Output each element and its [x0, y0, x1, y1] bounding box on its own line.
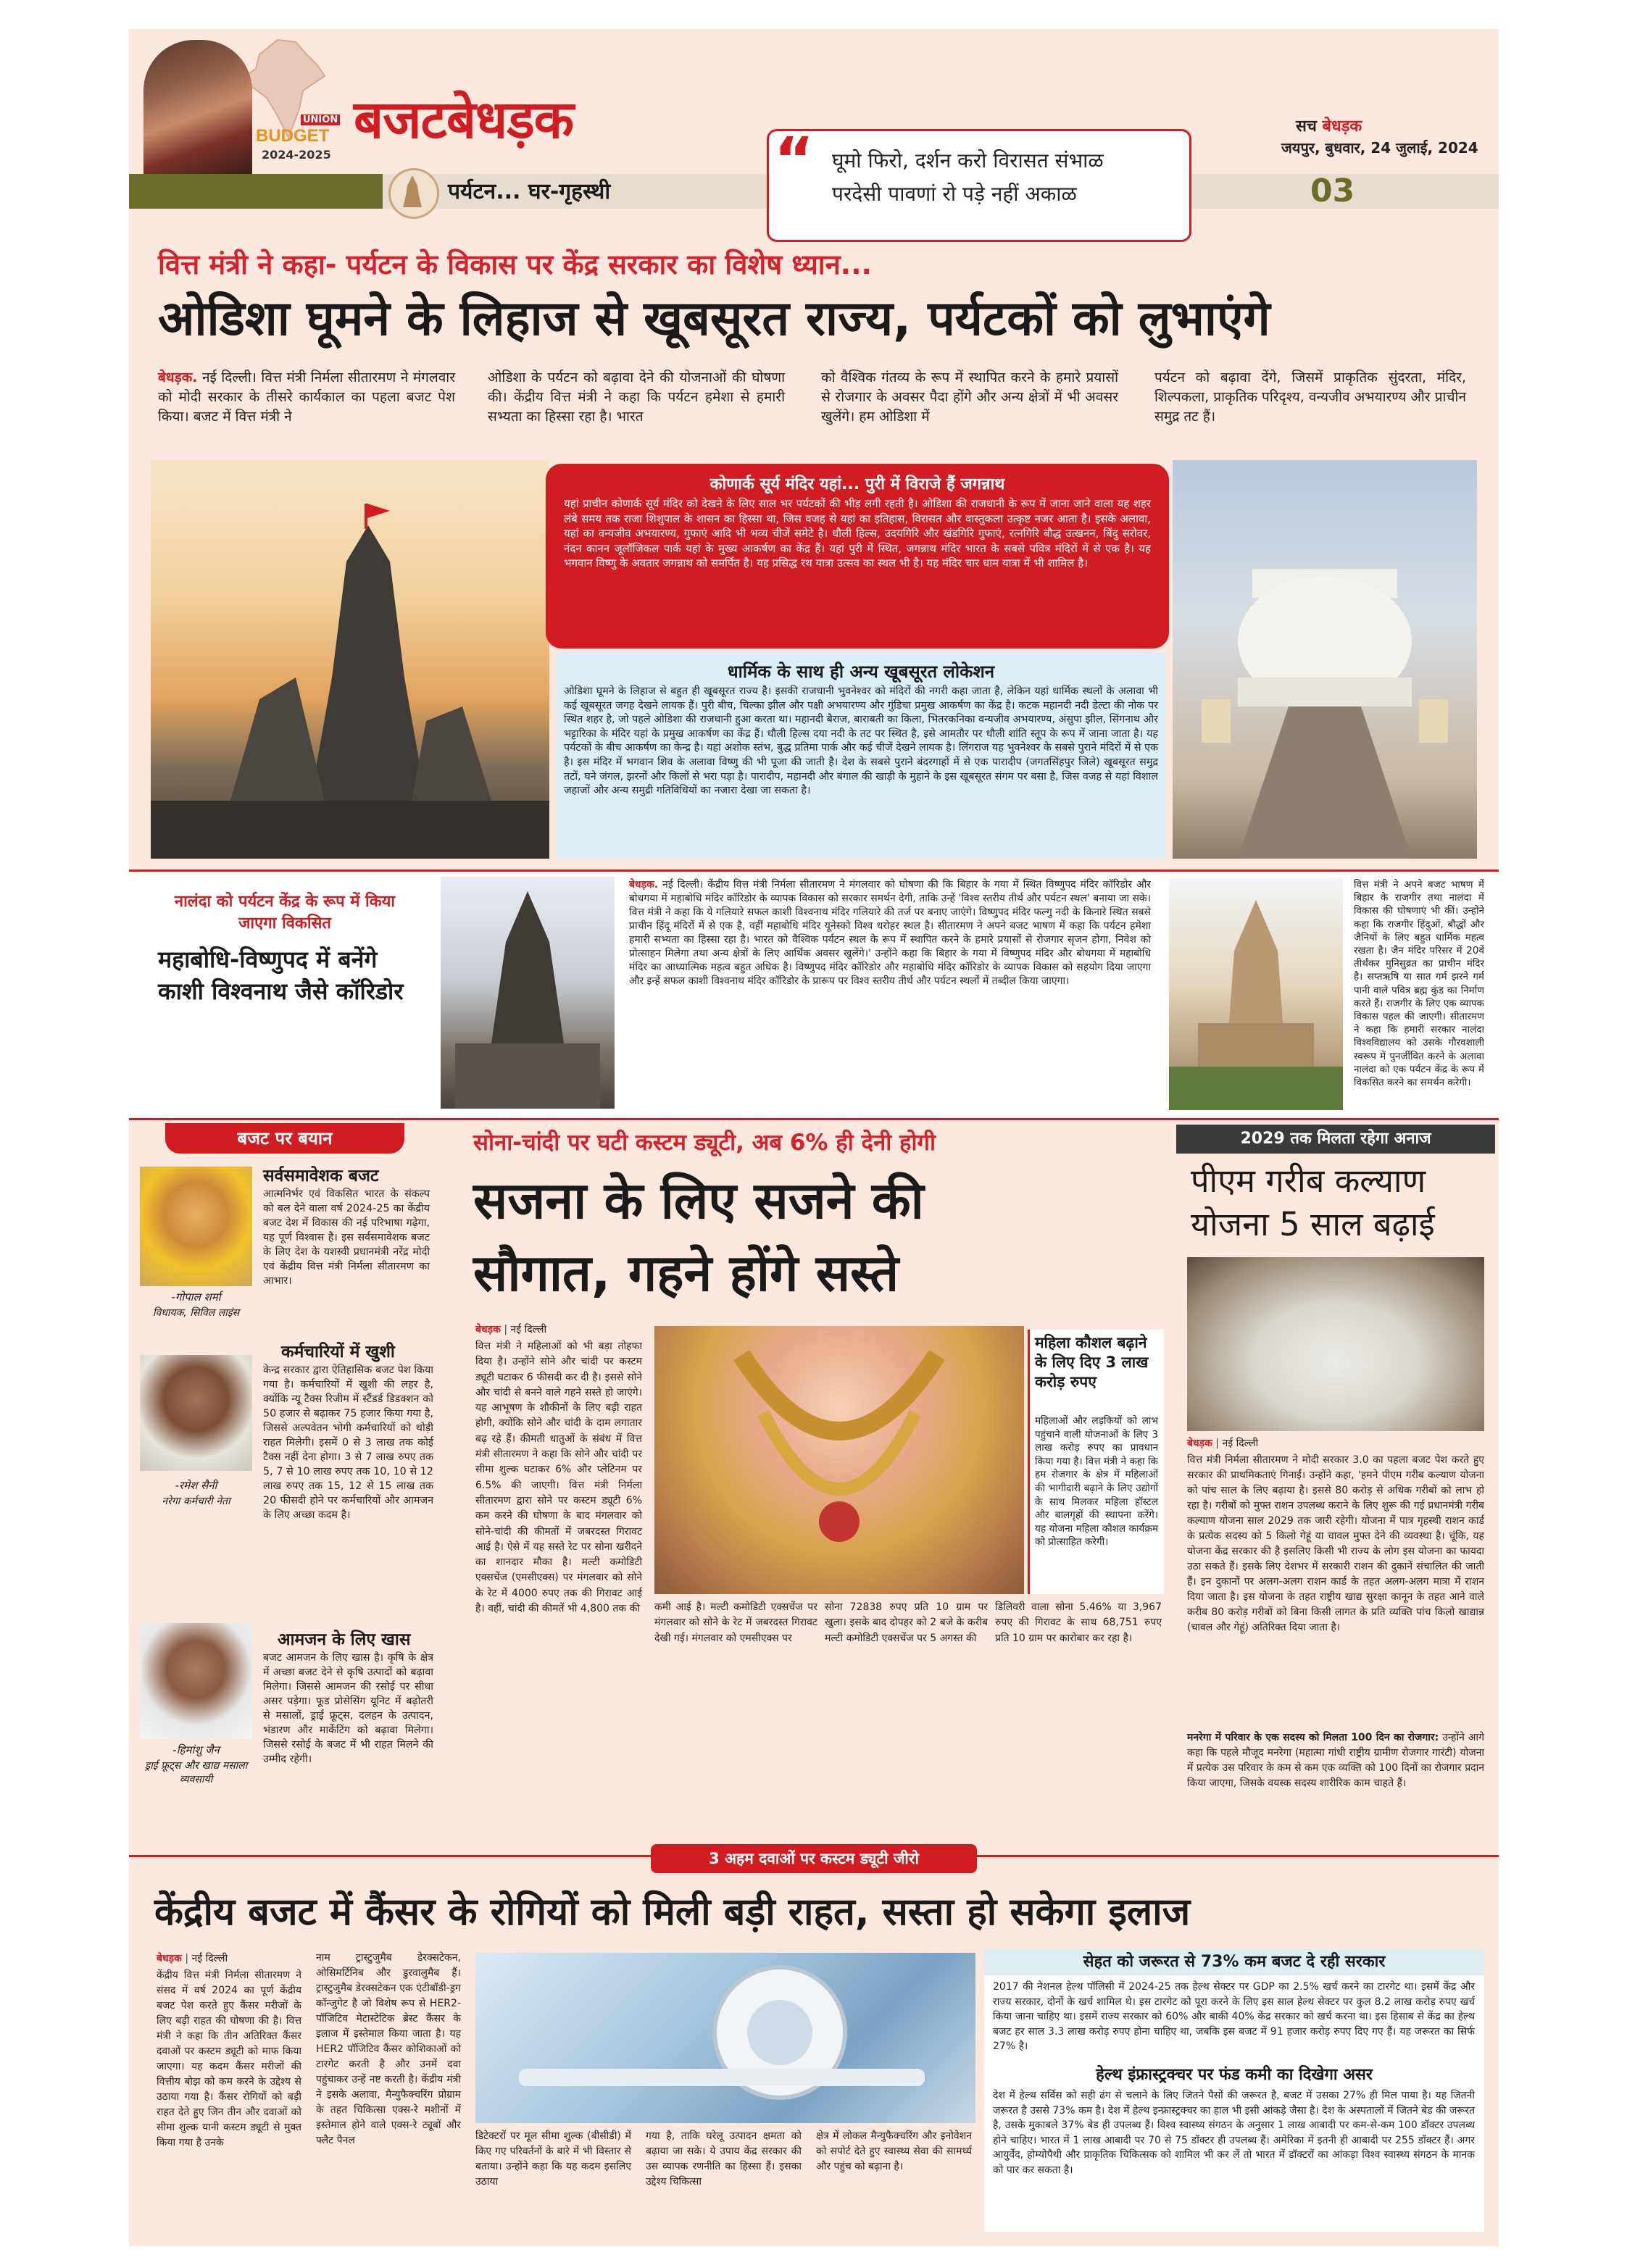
gold-col-3: सोना 72838 रुपए प्रति 10 ग्राम पर खुला। इसके बाद दोपहर को 2 बजे के करीब मल्टी कमोडिटी एक्सचेंज पर 5 अगस्त की: [825, 1601, 988, 1644]
cancer-col-3: डिटेक्टरों पर मूल सीमा शुल्क (बीसीडी) में किए गए परिवर्तनों के बारे में भी विस्तार से बताया। उन्होंने कहा कि यह कदम इसलिए उठाया: [475, 2130, 631, 2188]
nalanda-byline: बेधड़क.: [629, 879, 659, 891]
cancer-byline: बेधड़क | नई दिल्ली: [157, 1953, 228, 1964]
quote-mark-icon: “: [774, 124, 815, 195]
ration-kicker: 2029 तक मिलता रहेगा अनाज: [1240, 1130, 1431, 1148]
gold-side-text: महिलाओं और लड़कियों को लाभ पहुंचाने वाली योजनाओं के लिए 3 लाख करोड़ रुपए का प्रावधान किया गया है। वित्त मंत्री ने कहा कि हम रोजगार के क्षेत्र में महिलाओं की भागीदारी बढ़ाने के लिए उद्योगों के साथ मिलकर महिला हॉस्टल और बालगृहों की स्थापना करेंगे। यह योजना महिला कौशल कार्यक्रम को प्रोत्साहित करेगी।: [1035, 1415, 1158, 1548]
infra-text: देश में हेल्थ सर्विस को सही ढंग से चलाने के लिए जितने पैसों की जरूरत है, बजट में उसका 27% ही मिल पाया है। यह जितनी जरूरत है उससे 73% कम है। देश में हेल्थ इन्फ्रास्ट्रक्चर का हाल भी इसी आंकड़े जैसा है। देश के अस्पतालों में जितने बेड की जरूरत है, उसके मुकाबले 37% बेड ही उपलब्ध हैं। विश्व स्वास्थ्य संगठन के अनुसार 1 लाख आबादी पर कम-से-कम 100 डॉक्टर उपलब्ध होने चाहिए। भारत में 1 लाख आबादी पर 70 से 75 डॉक्टर ही उपलब्ध हैं। अमेरिका में इतनी ही आबादी पर 255 डॉक्टर हैं। अगर आयुर्वेद, होम्योपैथी और प्राकृतिक चिकित्सक को शामिल भी कर लें तो भारत में डॉक्टरों का आंकड़ा विश्व स्वास्थ्य संगठन के मानक को पार कर सकता है।: [993, 2090, 1475, 2176]
cancer-col-5: क्षेत्र में लोकल मैन्युफैक्चरिंग और इनोवेशन को सपोर्ट देते हुए स्वास्थ्य सेवा की सामर्थ्य और पहुंच को बढ़ाना है।: [816, 2130, 972, 2172]
page-number: 03: [1310, 172, 1355, 209]
nalanda-text-2: वित्त मंत्री ने अपने बजट भाषण में बिहार के राजगीर तथा नालंदा में विकास की घोषणाएं भी कीं। उन्होंने कहा कि राजगीर हिंदुओं, बौद्धों और जैनियों के लिए बहुत धार्मिक महत्व रखता है। जैन मंदिर परिसर में 20वें तीर्थंकर मुनिसुव्रत का प्राचीन मंदिर है। सप्तऋषि या सात गर्म झरने गर्म पानी वाले पवित्र ब्रह्म कुंड का निर्माण करते हैं। राजगीर के लिए एक व्यापक विकास पहल की जाएगी। सीतारमण ने कहा कि हमारी सरकार नालंदा विश्वविद्यालय को उसके गौरवशाली स्वरूप में पुनर्जीवित करने के अलावा नालंदा को एक पर्यटन केंद्र के रूप में विकसित करने का समर्थन करेगी।: [1354, 879, 1484, 1089]
quote-line-2: परदेसी पावणां रो पड़े नहीं अकाळ: [832, 182, 1077, 206]
health-text: 2017 की नेशनल हेल्थ पॉलिसी में 2024-25 तक हेल्थ सेक्टर पर GDP का 2.5% खर्च करने का टारगेट था। इसमें केंद्र और राज्य सरकार, दोनों के खर्च शामिल थे। इस टारगेट को पूरा करने के लिए इस साल हेल्थ सेक्टर पर कुल 8.2 लाख करोड़ रुपए खर्च किया जाना चाहिए था। इसमें राज्य सरकार को 60% और बाकी 40% केंद्र सरकार को खर्च करना था। इस हिसाब से केंद्र का हेल्थ बजट हर साल 3.3 लाख करोड़ रुपए होना चाहिए था, जबकि इस बजट में 91 हजार करोड़ रुपए दिए गए हैं। यह जरूरत का सिर्फ 27% है।: [993, 1981, 1475, 2052]
brand-prefix: सच: [1296, 117, 1317, 136]
ration-text: वित्त मंत्री निर्मला सीतारमण ने मोदी सरकार 3.0 का पहला बजट पेश करते हुए सरकार की प्राथमिकताएं गिनाईं। उन्होंने कहा, 'हमने पीएम गरीब कल्याण योजना को पांच साल के लिए बढ़ाया है। इससे 80 करोड़ से अधिक गरीबों को लाभ हो रहा है। गरीबों को मुफ्त राशन उपलब्ध कराने के लिए शुरू की गई प्रधानमंत्री गरीब कल्याण योजना साल 2029 तक जारी रहेगी। योजना में पात्र गृहस्थी राशन कार्ड के प्रत्येक सदस्य को 5 किलो गेहूं या चावल मुफ्त देने की व्यवस्था है। चूंकि, यह योजना केंद्र सरकार की है इसलिए किसी भी राज्य के लोग इस योजना का फायदा उठा सकते हैं। इसके लिए देशभर में सरकारी राशन की दुकानें संचालित की जाती हैं। इन दुकानों पर अलग-अलग राशन कार्ड के तहत अलग-अलग मात्रा में राशन दिया जाता है। इस योजना के तहत राष्ट्रीय खाद्य सुरक्षा कानून के तहत आने वाले करीब 80 करोड़ गरीबों को बिना किसी लागत के प्रति व्यक्ति पांच किलो खाद्यान्न (चावल और गेहूं) अतिरिक्त दिया जाता है।: [1187, 1454, 1484, 1633]
cancer-col-2: नाम ट्रास्टुजुमैब डेरक्सटेकन, ओसिमर्टिनिब और डुरवालुमैब हैं। ट्रास्टुजुमैब डेरक्सटेकन एक एंटीबॉडी-ड्रग कॉन्जुगेट है जो विशेष रूप से HER2-पॉजिटिव मेटास्टेटिक ब्रेस्ट कैंसर के इलाज में इस्तेमाल किया जाता है। यह HER2 पॉजिटिव कैंसर कोशिकाओं को टारगेट करती है और उनमें दवा पहुंचाकर उन्हें नष्ट करती है। केंद्रीय मंत्री ने इसके अलावा, मैन्युफैक्चरिंग प्रोग्राम के तहत चिकित्सा एक्स-रे मशीनों में इस्तेमाल होने वाले एक्स-रे ट्यूबों और फ्लैट पैनल: [316, 1952, 461, 2146]
religious-text: ओडिशा घूमने के लिहाज से बहुत ही खूबसूरत राज्य है। इसकी राजधानी भुवनेश्वर को मंदिरों की नगरी कहा जाता है, लेकिन यहां धार्मिक स्थलों के अलावा भी कई खूबसूरत जगह देखने लायक हैं। पुरी बीच, चिल्का झील और पक्षी अभयारण्य और गुंडिचा प्रमुख आकर्षण का केंद्र है। कटक महानदी नदी डेल्टा की नोक पर स्थित शहर है, जो पहले ओडिशा की राजधानी हुआ करता था। महानदी बैराज, बाराबती का किला, भितरकनिका वन्यजीव अभयारण्य, अंसुपा झील, सिंगनाथ और भट्टारिका के मंदिर यहां के प्रमुख आकर्षण का केंद्र हैं। धौली हिल्स दया नदी के तट पर स्थित है, इसे आमतौर पर धौली शांति स्तूप के रूप में जाना जाता है। यह पर्यटकों के बीच आकर्षण का केन्द्र है। यहां अशोक स्तंभ, बुद्ध प्रतिमा पार्क और कई चीजें देखने लायक है। लिंगराज यह भुवनेश्वर के सबसे पुराने मंदिरों में से एक है। इस मंदिर में भगवान शिव के अलावा विष्णु की भी पूजा की जाती है। देश के सबसे पुराने बंदरगाहों में से एक पारादीप (जगतसिंहपुर जिले) खूबसूरत समुद्र तटों, घने जंगल, झरनों और किलों से भरा पड़ा है। पारादीप, महानदी और बंगाल की खाड़ी के मुहाने के इस खूबसूरत संगम पर बसा है, जिस वजह से यहां विशाल जहाजों और अन्य समुद्री गतिविधियों का नजारा देखा जा सकता है।: [564, 685, 1158, 797]
brand-name: बेधड़क: [1322, 117, 1362, 136]
lead-col-1: बेधड़क. नई दिल्ली। वित्त मंत्री निर्मला सीतारमण ने मंगलवार को मोदी सरकार के तीसरे कार्यकाल का पहला बजट पेश किया। बजट में वित्त मंत्री ने: [158, 370, 455, 425]
sidebar-text-1: आत्मनिर्भर एवं विकसित भारत के संकल्प को बल देने वाला वर्ष 2024-25 का केंद्रीय बजट देश में विकास की नई परिभाषा गढ़ेगा, यह पूर्ण विश्वास है। इस सर्वसमावेशक बजट के लिए देश के यशस्वी प्रधानमंत्री नरेंद्र मोदी एवं केंद्रीय वित्त मंत्री निर्मला सीतारमण का आभार।: [263, 1188, 430, 1287]
mahabodhi-temple-photo: [1169, 878, 1343, 1110]
gold-jewellery-photo: [654, 1326, 1024, 1594]
lead-byline: बेधड़क.: [158, 370, 198, 385]
temple-icon: [400, 174, 425, 209]
masthead: UNION BUDGET 2024-2025 बजटबेधड़क पर्यटन... घर-गृहस्थी “ घूमो फिरो, दर्शन करो विरासत संभाळ परदेसी पावणां रो पड़े नहीं अकाळ सच बेधड़क जयपुर, बुधवार, 24 जुलाई, 2024 03: [129, 29, 1499, 232]
sidebar-role-3: ड्राई फ्रूट्स और खाद्य मसाला व्यवसायी: [144, 1760, 248, 1785]
gold-side-title: महिला कौशल बढ़ाने के लिए दिए 3 लाख करोड़ रुपए: [1035, 1334, 1149, 1391]
newspaper-page: [129, 29, 1499, 2246]
gold-headline-2: सौगात, गहने होंगे सस्ते: [473, 1243, 899, 1303]
sidebar-heading-1: सर्वसमावेशक बजट: [263, 1167, 379, 1185]
gold-byline: बेधड़क | नई दिल्ली: [475, 1324, 547, 1335]
nalanda-headline: महाबोधि-विष्णुपद में बनेंगे काशी विश्वनाथ जैसे कॉरिडोर: [158, 946, 404, 1005]
health-title: सेहत को जरूरत से 73% कम बजट दे रही सरकार: [1083, 1953, 1386, 1971]
cancer-col-4: गया है, ताकि घरेलू उत्पादन क्षमता को बढ़ाया जा सके। ये उपाय केंद्र सरकार की उस व्यापक रणनीति का हिस्सा हैं। इसका उद्देश्य चिकित्सा: [646, 2130, 802, 2188]
sidebar-photo-3: [140, 1623, 252, 1739]
ration-headline: पीएम गरीब कल्याण योजना 5 साल बढ़ाई: [1191, 1162, 1435, 1243]
lead-col-4: पर्यटन को बढ़ावा देंगे, जिसमें प्राकृतिक सुंदरता, मंदिर, शिल्पकला, प्राकृतिक परिदृश्य, वन्यजीव अभयारण्य और प्राचीन समुद्र तट हैं।: [1154, 370, 1466, 425]
ration-sub-heading: मनरेगा में परिवार के एक सदस्य को मिलता 100 दिन का रोजगार:: [1187, 1732, 1439, 1743]
cancer-col-1: केंद्रीय वित्त मंत्री निर्मला सीतारमण ने संसद में वर्ष 2024 का पूर्ण केंद्रीय बजट पेश करते हुए कैंसर मरीजों के लिए बड़ी राहत की घोषणा की है। वित्त मंत्री ने कहा कि तीन अतिरिक्त कैंसर दवाओं पर कस्टम ड्यूटी को माफ किया जाएगा। यह कदम कैंसर मरीजों की वित्तीय बोझ को कम करने के उद्देश्य से उठाया गया है। कैंसर रोगियों को बड़ी राहत देते हुए जिन तीन और दवाओं को सीमा शुल्क यानी कस्टम ड्यूटी से मुक्त किया गया है उनके: [157, 1969, 301, 2148]
masthead-logo: बजटबेधड़क: [354, 89, 574, 150]
sidebar-text-2: केन्द्र सरकार द्वारा ऐतिहासिक बजट पेश किया गया है। कर्मचारियों में खुशी की लहर है, क्योंकि न्यू टैक्स रिजीम में स्टैंडर्ड डिडक्शन को 50 हजार से बढ़ाकर 75 हजार किया गया है, जिससे अल्पवेतन भोगी कर्मचारियों को थोड़ी राहत मिलेगी। इसमें 0 से 3 लाख तक कोई टैक्स नहीं देना होगा। 3 से 7 लाख रुपए तक 5, 7 से 10 लाख रुपए तक 10, 10 से 12 लाख रुपए तक 15, 12 से 15 लाख तक 20 फीसदी होने पर कर्मचारियों और आमजन के लिए अच्छा कदम है।: [263, 1364, 433, 1521]
cancer-kicker: 3 अहम दवाओं पर कस्टम ड्यूटी जीरो: [651, 1844, 977, 1873]
sidebar-photo-2: [140, 1355, 252, 1471]
quote-line-1: घूमो फिरो, दर्शन करो विरासत संभाळ: [832, 149, 1104, 172]
sidebar-name-3: -हिमांशु जैन: [172, 1743, 220, 1756]
sidebar-heading-2: कर्मचारियों में खुशी: [281, 1343, 395, 1362]
cancer-headline: केंद्रीय बजट में कैंसर के रोगियों को मिली बड़ी राहत, सस्ता हो सकेगा इलाज: [154, 1890, 1191, 1934]
gold-headline-1: सजना के लिए सजने की: [473, 1171, 924, 1230]
ration-byline: बेधड़क | नई दिल्ली: [1187, 1438, 1259, 1449]
vishnupad-temple-photo: [441, 877, 615, 1109]
sidebar-text-3: बजट आमजन के लिए खास है। कृषि के क्षेत्र में अच्छा बजट देने से कृषि उत्पादों को बढ़ावा मिलेगा। जिससे आमजन की रसोई पर सीधा असर पड़ेगा। फूड प्रोसेसिंग यूनिट में बढ़ोतरी से मसालों, ड्राई फ्रूट्स, दलहन के उत्पादन, भंडारण और मार्केटिंग को बढ़ावा मिलेगा। जिससे रसोई के बजट में भी राहत मिलने की उम्मीद रहेगी।: [263, 1652, 433, 1765]
konark-title: कोणार्क सूर्य मंदिर यहां... पुरी में विराजे हैं जगन्नाथ: [710, 475, 1005, 493]
sidebar-name-1: -गोपाल शर्मा: [171, 1291, 221, 1304]
ration-sub: मनरेगा में परिवार के एक सदस्य को मिलता 100 दिन का रोजगार: उन्होंने आगे कहा कि पहले मौजूद मनरेगा (महात्मा गांधी राष्ट्रीय ग्रामीण रोजगार गारंटी) योजना में प्रत्येक उस परिवार के कम से कम एक व्यक्ति को 100 दिनों का रोजगार प्रदान किया जाएगा, जिसके वयस्क सदस्य शारीरिक काम चाहते हैं।: [1187, 1732, 1485, 1789]
sidebar-role-2: नरेगा कर्मचारी नेता: [162, 1496, 230, 1507]
lead-headline: ओडिशा घूमने के लिहाज से खूबसूरत राज्य, पर्यटकों को लुभाएंगे: [158, 291, 1270, 346]
nalanda-text-1: बेधड़क. नई दिल्ली। केंद्रीय वित्त मंत्री निर्मला सीतारमण ने मंगलवार को घोषणा की कि बिहार के गया में स्थित विष्णुपद मंदिर कॉरिडोर और बोधगया में महाबोधि मंदिर कॉरिडोर के व्यापक विकास को सरकार समर्थन देगी, ताकि उन्हें 'विश्व स्तरीय तीर्थ और पर्यटन स्थल' बनाया जा सके। वित्त मंत्री ने कहा कि ये गलियारे सफल काशी विश्वनाथ मंदिर गलियारे की तर्ज पर बनाए जाएंगे। विष्णुपद मंदिर फल्गु नदी के किनारे स्थित सबसे प्राचीन हिंदू मंदिरों में से एक है, वहीं महाबोधि मंदिर यूनेस्को विश्व धरोहर स्थल है। सीतारमण ने अपने बजट भाषण में कहा कि पर्यटन हमेशा हमारी सभ्यता का हिस्सा रहा है। भारत को वैश्विक पर्यटन स्थल के रूप में स्थापित करने के हमारे प्रयासों से रोजगार सृजन होगा, निवेश को प्रोत्साहन मिलेगा तथा अन्य क्षेत्रों के लिए आर्थिक अवसर खुलेंगे।' उन्होंने कहा कि बिहार के गया में विष्णुपद मंदिर और बोधगया में महाबोधि मंदिर का आध्यात्मिक महत्व बहुत अधिक है। विष्णुपद मंदिर कॉरिडोर और महाबोधि मंदिर कॉरिडोर के व्यापक विकास को सहयोग दिया जाएगा और इन्हें सफल काशी विश्वनाथ मंदिर कॉरिडोर के प्रारूप पर विश्व स्तरीय तीर्थ और पर्यटन स्थलों में तब्दील किया जाएगा।: [629, 879, 1151, 987]
gold-col-4: डिलिवरी वाला सोना 5.46% या 3,967 रुपए की गिरावट के साथ 68,751 रुपए प्रति 10 ग्राम पर कारोबार कर रहा है।: [995, 1601, 1162, 1644]
infra-title: हेल्थ इंफ्रास्ट्रक्चर पर फंड कमी का दिखेगा असर: [1096, 2066, 1373, 2084]
jagannath-temple-photo: [151, 460, 549, 859]
konark-text: यहां प्राचीन कोणार्क सूर्य मंदिर को देखने के लिए साल भर पर्यटकों की भीड़ लगी रहती है। ओडिशा की राजधानी के रूप में जाना जाने वाला यह शहर लंबे समय तक राजा शिशुपाल के शासन का हिस्सा था, जिस वजह से यहां का इतिहास, विरासत और वास्तुकला उत्कृष्ट नजर आता है। इसके अलावा, यहां का वन्यजीव अभयारण्य, गुफाएं आदि भी भव्य चीजें समेटे है। धौली हिल्स, उदयगिरि और खंडगिरि गुफाएं, रत्नगिरि बौद्ध उत्खनन, बिंदु सरोवर, नंदन कानन जूलॉजिकल पार्क यहां के मुख्य आकर्षण का केंद्र हैं। यहां पुरी में स्थित, जगन्नाथ मंदिर भारत के सबसे पवित्र मंदिरों में से एक है। यह भगवान विष्णु के अवतार जगन्नाथ को समर्पित है। यह प्रसिद्ध रथ यात्रा उत्सव का स्थल भी है। यह मंदिर चार धाम यात्रा में भी शामिल है।: [564, 497, 1151, 570]
lead-kicker: वित्त मंत्री ने कहा- पर्यटन के विकास पर केंद्र सरकार का विशेष ध्यान...: [158, 249, 872, 280]
sidebar-title: बजट पर बयान: [165, 1123, 404, 1154]
cancer-radiotherapy-photo: [475, 1953, 975, 2123]
nalanda-kicker: नालंदा को पर्यटन केंद्र के रूप में किया जाएगा विकसित: [174, 893, 396, 933]
sidebar-role-1: विधायक, सिविल लाइंस: [152, 1307, 240, 1319]
dateline: जयपुर, बुधवार, 24 जुलाई, 2024: [1281, 139, 1478, 157]
gold-col-2: कमी आई है। मल्टी कमोडिटी एक्सचेंज पर मंगलवार को सोने के रेट में जबरदस्त गिरावट देखी गई। मंगलवार को एमसीएक्स पर: [654, 1601, 817, 1644]
gold-col-1: वित्त मंत्री ने महिलाओं को भी बड़ा तोहफा दिया है। उन्होंने सोने और चांदी पर कस्टम ड्यूटी घटाकर 6 फीसदी कर दी है। इससे सोने और चांदी से बनने वाले गहने सस्ते हो जाएंगे। यह आभूषण के शौकीनों के लिए बड़ी राहत होगी, क्योंकि सोने और चांदी के दाम लगातार बढ़ रहे हैं। कीमती धातुओं के संबंध में वित्त मंत्री सीतारमण ने कहा कि सोने और चांदी पर सीमा शुल्क घटाकर 6% और प्लेटिनम पर 6.5% की जाएगी। वित्त मंत्री निर्मला सीतारमण द्वारा सोने पर कस्टम ड्यूटी 6% कम करने की घोषणा के बाद मंगलवार को सोने-चांदी की कीमतों में जबरदस्त गिरावट आई है। ऐसे में यह सस्ते रेट पर सोना खरीदने का शानदार मौका है। मल्टी कमोडिटी एक्सचेंज (एमसीएक्स) पर मंगलवार को सोने के रेट में 4000 रुपए तक की गिरावट आई है। वहीं, चांदी की कीमतें भी 4,800 तक की: [475, 1341, 642, 1615]
dhauli-shanti-stupa-photo: [1173, 460, 1477, 859]
lead-col-3: को वैश्विक गंतव्य के रूप में स्थापित करने के हमारे प्रयासों से रोजगार के अवसर पैदा होंगे और अन्य क्षेत्रों में भी अवसर खुलेंगे। हम ओडिशा में: [821, 370, 1118, 425]
section-strip-left: [129, 174, 383, 209]
sidebar-photo-1: [140, 1167, 252, 1286]
gold-kicker: सोना-चांदी पर घटी कस्टम ड्यूटी, अब 6% ही देनी होगी: [473, 1130, 936, 1156]
religious-title: धार्मिक के साथ ही अन्य खूबसूरत लोकेशन: [727, 662, 995, 682]
section-label: पर्यटन... घर-गृहस्थी: [448, 179, 611, 204]
ration-grain-photo: [1187, 1257, 1484, 1431]
finance-minister-portrait: [143, 40, 252, 174]
sidebar-name-2: -रमेश सैनी: [175, 1479, 217, 1492]
sidebar-heading-3: आमजन के लिए खास: [278, 1630, 411, 1649]
brand-line: [1296, 114, 1362, 136]
lead-col-2: ओडिशा के पर्यटन को बढ़ावा देने की योजनाओं की घोषणा की। केंद्रीय वित्त मंत्री ने कहा कि पर्यटन हमेशा से हमारी सभ्यता का हिस्सा रहा है। भारत: [488, 370, 785, 425]
